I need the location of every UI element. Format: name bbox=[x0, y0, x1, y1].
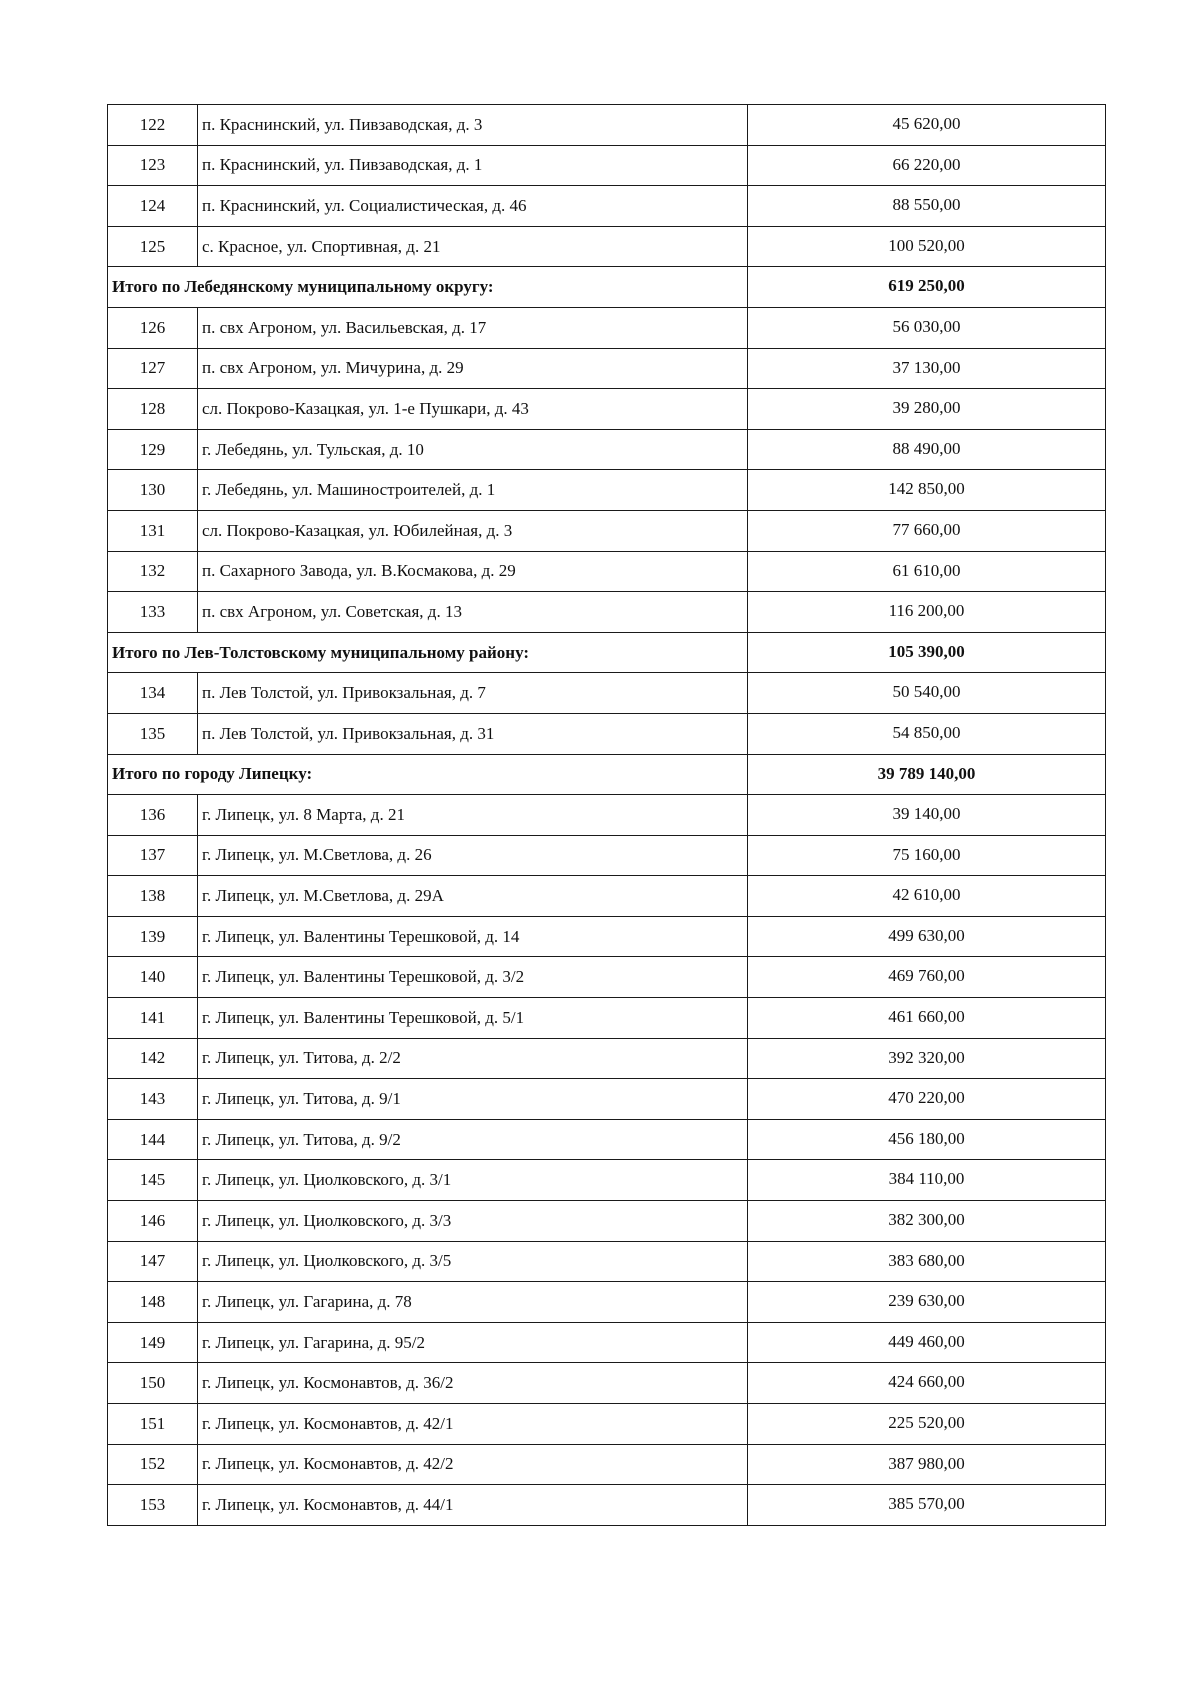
row-amount: 66 220,00 bbox=[748, 145, 1106, 186]
row-number: 127 bbox=[108, 348, 198, 389]
row-amount: 449 460,00 bbox=[748, 1322, 1106, 1363]
table-row bbox=[108, 551, 1106, 592]
row-address: г. Липецк, ул. Циолковского, д. 3/3 bbox=[198, 1201, 748, 1242]
table-row bbox=[108, 1201, 1106, 1242]
row-amount: 456 180,00 bbox=[748, 1119, 1106, 1160]
row-address: п. Сахарного Завода, ул. В.Космакова, д. 29 bbox=[198, 551, 748, 592]
row-number: 134 bbox=[108, 673, 198, 714]
row-number: 149 bbox=[108, 1322, 198, 1363]
row-address: п. свх Агроном, ул. Мичурина, д. 29 bbox=[198, 348, 748, 389]
row-number: 137 bbox=[108, 835, 198, 876]
row-number: 124 bbox=[108, 186, 198, 227]
table-row bbox=[108, 348, 1106, 389]
row-amount: 116 200,00 bbox=[748, 592, 1106, 633]
subtotal-label: Итого по городу Липецку: bbox=[108, 754, 748, 795]
row-amount: 56 030,00 bbox=[748, 307, 1106, 348]
row-number: 140 bbox=[108, 957, 198, 998]
row-address: г. Липецк, ул. М.Светлова, д. 26 bbox=[198, 835, 748, 876]
row-address: сл. Покрово-Казацкая, ул. Юбилейная, д. 3 bbox=[198, 510, 748, 551]
table-row bbox=[108, 1038, 1106, 1079]
row-amount: 387 980,00 bbox=[748, 1444, 1106, 1485]
addresses-table bbox=[107, 104, 1106, 1526]
row-number: 145 bbox=[108, 1160, 198, 1201]
row-amount: 461 660,00 bbox=[748, 998, 1106, 1039]
table-row bbox=[108, 1404, 1106, 1445]
row-amount: 75 160,00 bbox=[748, 835, 1106, 876]
subtotal-amount: 619 250,00 bbox=[748, 267, 1106, 308]
table-row bbox=[108, 876, 1106, 917]
row-amount: 225 520,00 bbox=[748, 1404, 1106, 1445]
subtotal-amount: 39 789 140,00 bbox=[748, 754, 1106, 795]
row-address: г. Липецк, ул. Космонавтов, д. 42/2 bbox=[198, 1444, 748, 1485]
row-address: г. Липецк, ул. Космонавтов, д. 44/1 bbox=[198, 1485, 748, 1526]
table-row bbox=[108, 1322, 1106, 1363]
table-row bbox=[108, 429, 1106, 470]
row-amount: 61 610,00 bbox=[748, 551, 1106, 592]
row-address: г. Липецк, ул. Гагарина, д. 95/2 bbox=[198, 1322, 748, 1363]
row-number: 126 bbox=[108, 307, 198, 348]
row-address: п. Лев Толстой, ул. Привокзальная, д. 7 bbox=[198, 673, 748, 714]
row-number: 144 bbox=[108, 1119, 198, 1160]
addresses-table-body bbox=[108, 105, 1106, 1526]
row-amount: 54 850,00 bbox=[748, 713, 1106, 754]
row-amount: 392 320,00 bbox=[748, 1038, 1106, 1079]
row-address: г. Липецк, ул. 8 Марта, д. 21 bbox=[198, 795, 748, 836]
row-address: г. Липецк, ул. Валентины Терешковой, д. 3/2 bbox=[198, 957, 748, 998]
row-number: 146 bbox=[108, 1201, 198, 1242]
row-amount: 385 570,00 bbox=[748, 1485, 1106, 1526]
table-row bbox=[108, 1363, 1106, 1404]
table-row bbox=[108, 592, 1106, 633]
row-number: 138 bbox=[108, 876, 198, 917]
row-address: г. Лебедянь, ул. Машиностроителей, д. 1 bbox=[198, 470, 748, 511]
row-amount: 45 620,00 bbox=[748, 105, 1106, 146]
row-address: п. Краснинский, ул. Пивзаводская, д. 1 bbox=[198, 145, 748, 186]
row-number: 130 bbox=[108, 470, 198, 511]
row-number: 123 bbox=[108, 145, 198, 186]
table-row bbox=[108, 1160, 1106, 1201]
row-address: г. Липецк, ул. Валентины Терешковой, д. 5/1 bbox=[198, 998, 748, 1039]
table-row bbox=[108, 226, 1106, 267]
row-amount: 39 280,00 bbox=[748, 389, 1106, 430]
subtotal-row bbox=[108, 632, 1106, 673]
row-amount: 469 760,00 bbox=[748, 957, 1106, 998]
row-address: с. Красное, ул. Спортивная, д. 21 bbox=[198, 226, 748, 267]
subtotal-amount: 105 390,00 bbox=[748, 632, 1106, 673]
row-amount: 39 140,00 bbox=[748, 795, 1106, 836]
row-amount: 100 520,00 bbox=[748, 226, 1106, 267]
row-amount: 77 660,00 bbox=[748, 510, 1106, 551]
row-address: п. Краснинский, ул. Пивзаводская, д. 3 bbox=[198, 105, 748, 146]
table-row bbox=[108, 1282, 1106, 1323]
row-address: г. Липецк, ул. Космонавтов, д. 42/1 bbox=[198, 1404, 748, 1445]
row-number: 143 bbox=[108, 1079, 198, 1120]
row-number: 131 bbox=[108, 510, 198, 551]
table-row bbox=[108, 1444, 1106, 1485]
row-number: 152 bbox=[108, 1444, 198, 1485]
table-row bbox=[108, 470, 1106, 511]
row-address: сл. Покрово-Казацкая, ул. 1-е Пушкари, д. 43 bbox=[198, 389, 748, 430]
row-number: 128 bbox=[108, 389, 198, 430]
row-address: г. Лебедянь, ул. Тульская, д. 10 bbox=[198, 429, 748, 470]
row-amount: 470 220,00 bbox=[748, 1079, 1106, 1120]
row-number: 142 bbox=[108, 1038, 198, 1079]
row-amount: 50 540,00 bbox=[748, 673, 1106, 714]
table-row bbox=[108, 1079, 1106, 1120]
row-amount: 239 630,00 bbox=[748, 1282, 1106, 1323]
table-row bbox=[108, 307, 1106, 348]
row-address: п. Краснинский, ул. Социалистическая, д. 46 bbox=[198, 186, 748, 227]
table-row bbox=[108, 713, 1106, 754]
row-number: 129 bbox=[108, 429, 198, 470]
row-address: г. Липецк, ул. Гагарина, д. 78 bbox=[198, 1282, 748, 1323]
row-amount: 384 110,00 bbox=[748, 1160, 1106, 1201]
row-number: 147 bbox=[108, 1241, 198, 1282]
row-amount: 142 850,00 bbox=[748, 470, 1106, 511]
row-number: 151 bbox=[108, 1404, 198, 1445]
row-address: г. Липецк, ул. Циолковского, д. 3/1 bbox=[198, 1160, 748, 1201]
table-row bbox=[108, 1241, 1106, 1282]
row-amount: 37 130,00 bbox=[748, 348, 1106, 389]
subtotal-label: Итого по Лебедянскому муниципальному округу: bbox=[108, 267, 748, 308]
row-number: 141 bbox=[108, 998, 198, 1039]
row-address: г. Липецк, ул. Космонавтов, д. 36/2 bbox=[198, 1363, 748, 1404]
row-amount: 42 610,00 bbox=[748, 876, 1106, 917]
row-amount: 88 550,00 bbox=[748, 186, 1106, 227]
row-address: п. свх Агроном, ул. Васильевская, д. 17 bbox=[198, 307, 748, 348]
table-row bbox=[108, 673, 1106, 714]
row-address: г. Липецк, ул. Титова, д. 9/2 bbox=[198, 1119, 748, 1160]
row-amount: 424 660,00 bbox=[748, 1363, 1106, 1404]
row-address: г. Липецк, ул. Валентины Терешковой, д. 14 bbox=[198, 916, 748, 957]
table-row bbox=[108, 510, 1106, 551]
row-address: п. свх Агроном, ул. Советская, д. 13 bbox=[198, 592, 748, 633]
row-amount: 383 680,00 bbox=[748, 1241, 1106, 1282]
row-address: п. Лев Толстой, ул. Привокзальная, д. 31 bbox=[198, 713, 748, 754]
table-row bbox=[108, 1119, 1106, 1160]
row-amount: 88 490,00 bbox=[748, 429, 1106, 470]
row-number: 132 bbox=[108, 551, 198, 592]
subtotal-row bbox=[108, 267, 1106, 308]
row-number: 148 bbox=[108, 1282, 198, 1323]
row-number: 125 bbox=[108, 226, 198, 267]
row-amount: 382 300,00 bbox=[748, 1201, 1106, 1242]
table-row bbox=[108, 957, 1106, 998]
row-number: 135 bbox=[108, 713, 198, 754]
row-number: 122 bbox=[108, 105, 198, 146]
row-number: 150 bbox=[108, 1363, 198, 1404]
subtotal-label: Итого по Лев-Толстовскому муниципальному району: bbox=[108, 632, 748, 673]
row-number: 136 bbox=[108, 795, 198, 836]
table-row bbox=[108, 795, 1106, 836]
subtotal-row bbox=[108, 754, 1106, 795]
table-row bbox=[108, 389, 1106, 430]
row-address: г. Липецк, ул. М.Светлова, д. 29А bbox=[198, 876, 748, 917]
row-address: г. Липецк, ул. Титова, д. 9/1 bbox=[198, 1079, 748, 1120]
table-row bbox=[108, 186, 1106, 227]
table-row bbox=[108, 1485, 1106, 1526]
table-row bbox=[108, 105, 1106, 146]
table-row bbox=[108, 145, 1106, 186]
table-row bbox=[108, 835, 1106, 876]
row-address: г. Липецк, ул. Титова, д. 2/2 bbox=[198, 1038, 748, 1079]
table-row bbox=[108, 916, 1106, 957]
row-address: г. Липецк, ул. Циолковского, д. 3/5 bbox=[198, 1241, 748, 1282]
row-number: 139 bbox=[108, 916, 198, 957]
table-row bbox=[108, 998, 1106, 1039]
row-number: 133 bbox=[108, 592, 198, 633]
row-number: 153 bbox=[108, 1485, 198, 1526]
row-amount: 499 630,00 bbox=[748, 916, 1106, 957]
